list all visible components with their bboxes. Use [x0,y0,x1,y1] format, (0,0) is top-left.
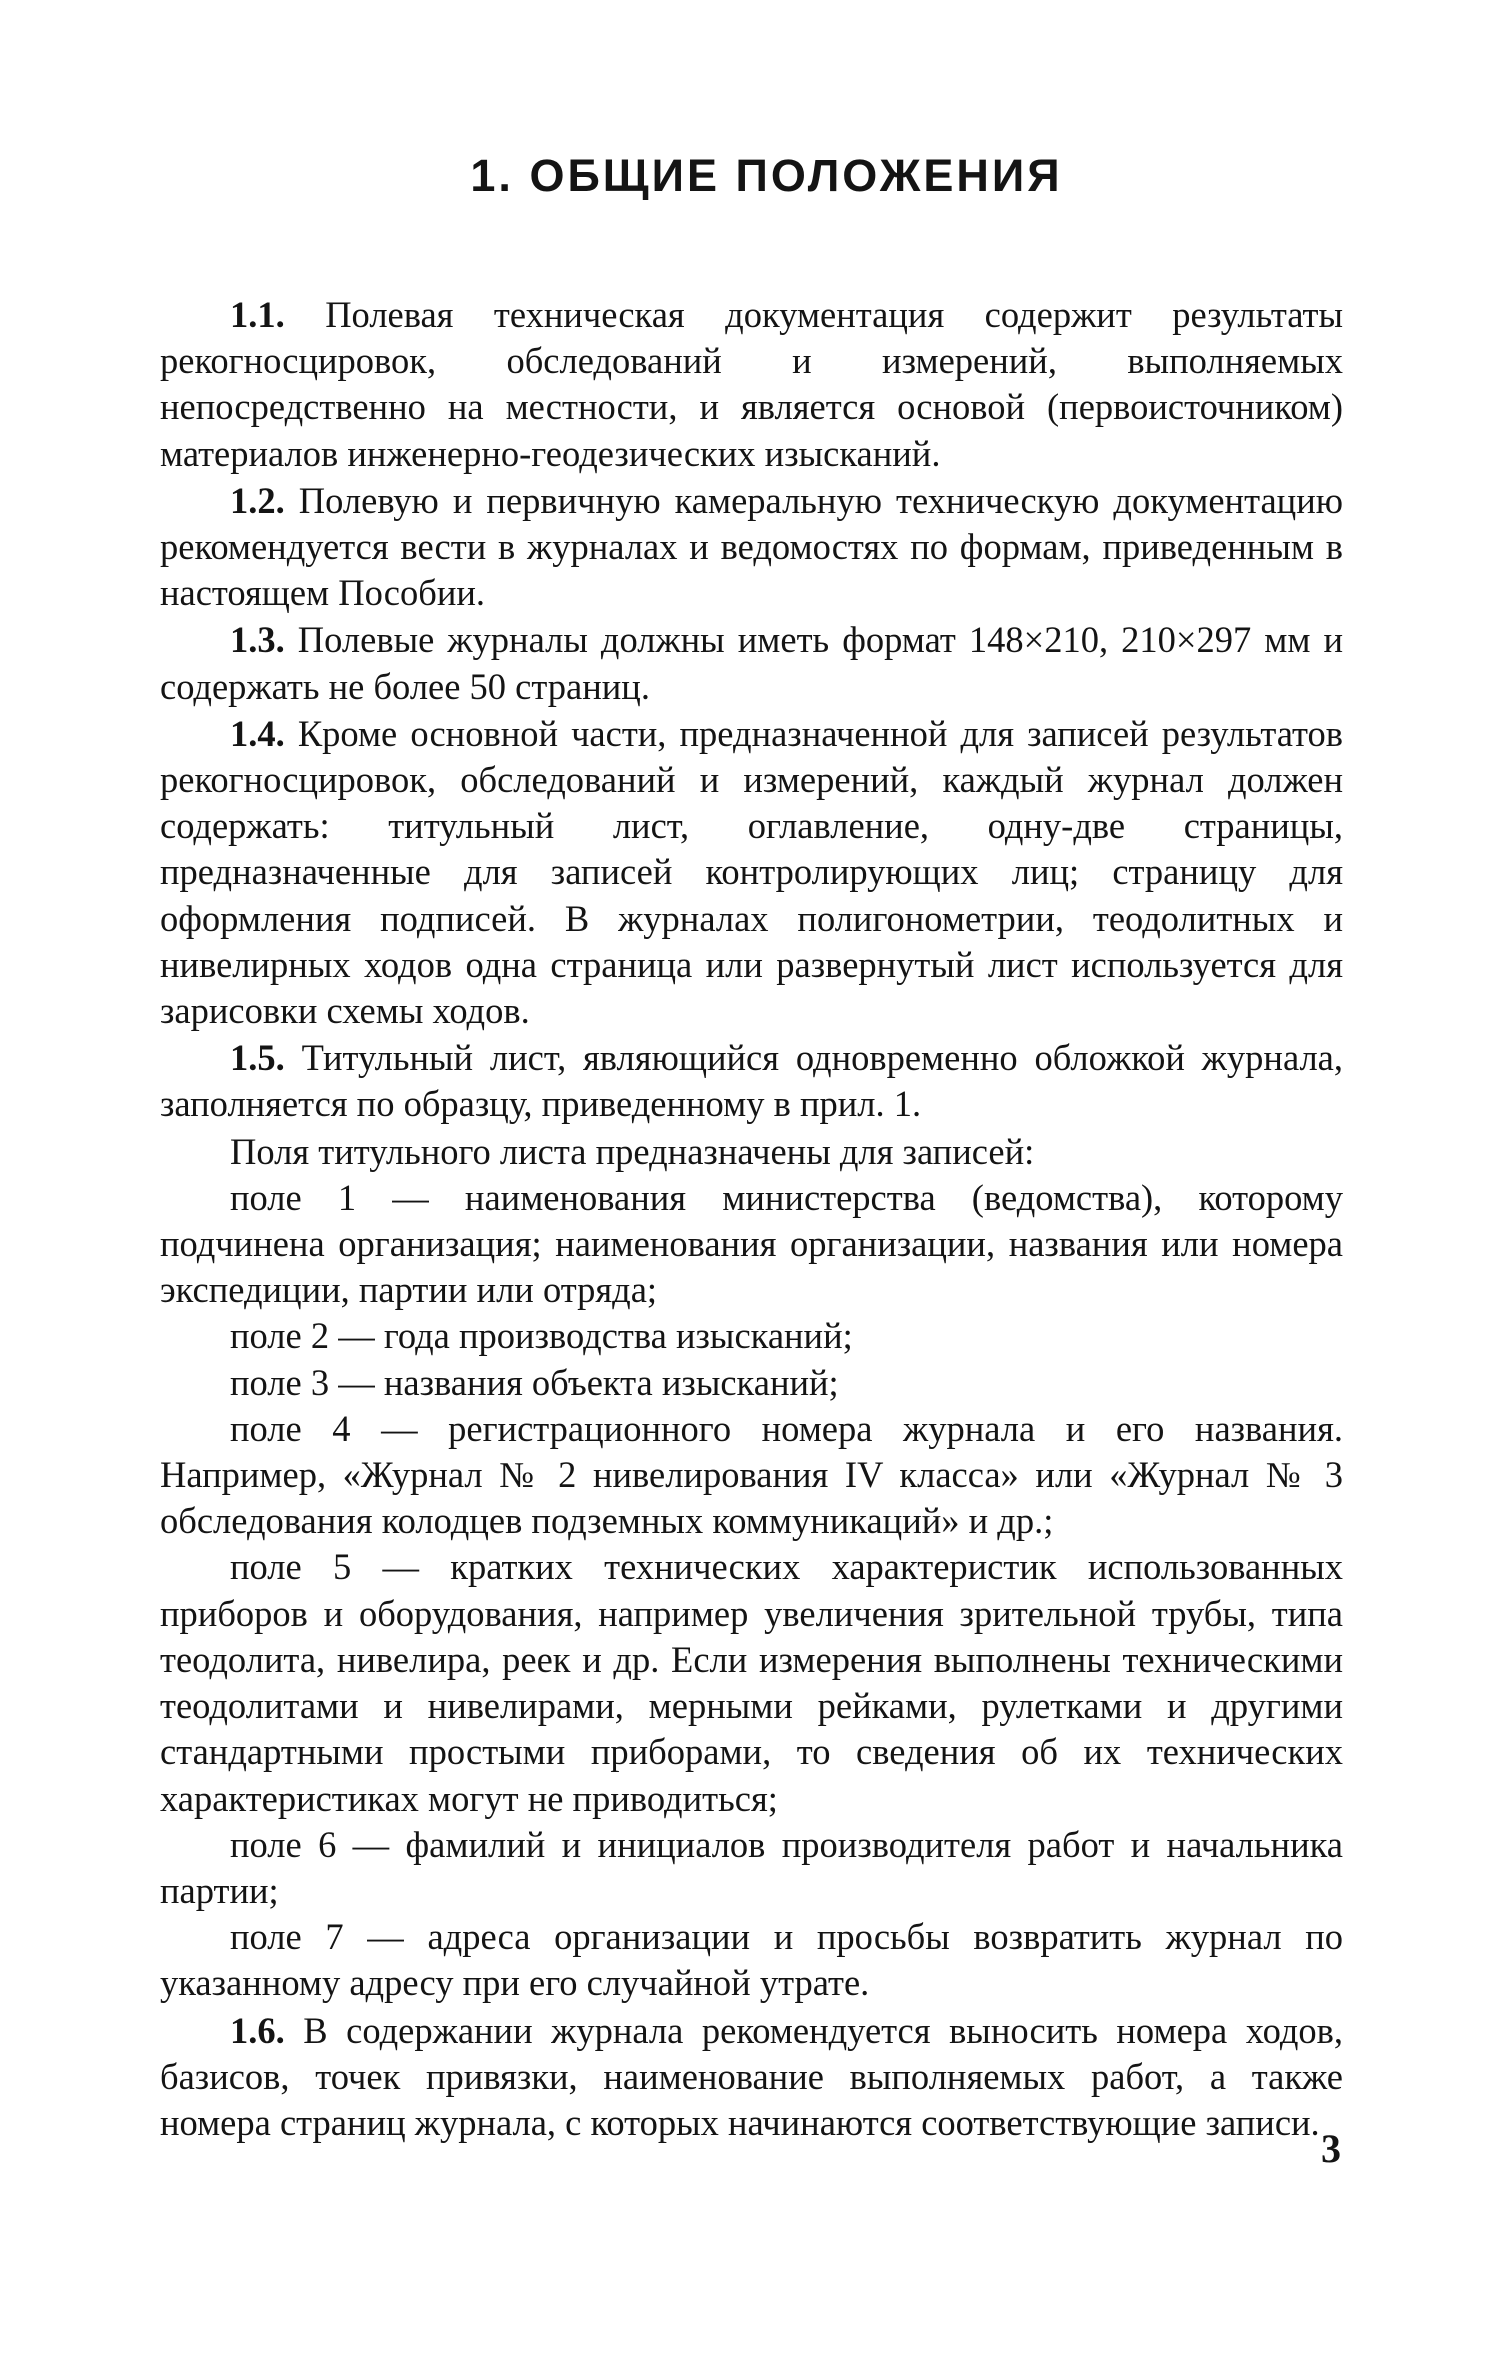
field-item-7 [160,1914,1343,2006]
field-item-4 [160,1406,1343,1545]
field-item-5 [160,1544,1343,1821]
body-text [160,292,1343,2146]
paragraph-number: 1.4. [230,712,285,754]
paragraph-text: Титульный лист, являющийся одновременно обложкой журнала, заполняется по образцу, приведенному в прил. 1. [160,1037,1343,1125]
paragraph-text: В содержании журнала рекомендуется выносить номера ходов, базисов, точек привязки, наименование выполняемых работ, а также номера страниц журнала, с которых начинаются соответствующие записи. [160,2009,1344,2143]
paragraph-text: поле 3 — названия объекта изысканий; [230,1361,839,1403]
paragraph-1-6 [160,2008,1343,2147]
fields-intro [160,1129,1343,1175]
paragraph-text: Кроме основной части, предназначенной для записей результатов рекогносцировок, обследований и измерений, каждый журнал должен содержать: титульный лист, оглавление, одну-две страницы, предназначенные для записей контролирующих лиц; страницу для оформления подписей. В журналах полигонометрии, теодолитных и нивелирных ходов одна страница или развернутый лист используется для зарисовки схемы ходов. [160,712,1344,1032]
field-item-1 [160,1175,1343,1314]
paragraph-1-4 [160,711,1343,1034]
paragraph-number: 1.1. [230,294,285,335]
paragraph-number: 1.6. [230,2009,285,2051]
paragraph-text: поле 1 — наименования министерства (ведомства), которому подчинена организация; наименования организации, названия или номера экспедиции, партии или отряда; [160,1176,1343,1311]
paragraph-text: Полевая техническая документация содержит результаты рекогносцировок, обследований и измерений, выполняемых непосредственно на местности, и является основой (первоисточником) материалов инженерно-геодезических изысканий. [160,294,1343,474]
paragraph-text: поле 6 — фамилий и инициалов производителя работ и начальника партии; [160,1823,1343,1911]
paragraph-text: поле 2 — года производства изысканий; [230,1315,853,1357]
paragraph-text: Полевую и первичную камеральную техническую документацию рекомендуется вести в журналах и ведомостях по формам, приведенным в настоящем Пособии. [160,479,1343,614]
paragraph-text: поле 4 — регистрационного номера журнала и его названия. Например, «Журнал № 2 нивелирования IV класса» или «Журнал № 3 обследования колодцев подземных коммуникаций» и др.; [160,1407,1343,1542]
paragraph-text: Полевые журналы должны иметь формат 148×210, 210×297 мм и содержать не более 50 страниц. [160,619,1344,707]
paragraph-1-5 [160,1035,1343,1127]
document-page [160,150,1343,2147]
paragraph-number: 1.2. [230,479,285,521]
paragraph-1-1 [160,292,1343,477]
paragraph-number: 1.3. [230,619,285,661]
paragraph-1-2 [160,478,1343,617]
field-item-2 [160,1313,1343,1359]
field-item-3 [160,1360,1343,1406]
paragraph-text: поле 7 — адреса организации и просьбы возвратить журнал по указанному адресу при его случайной утрате. [160,1916,1343,2004]
paragraph-text: поле 5 — кратких технических характеристик использованных приборов и оборудования, например увеличения зрительной трубы, типа теодолита, нивелира, реек и др. Если измерения выполнены техническими теодолитами и нивелирами, мерными рейками, рулетками и другими стандартными простыми приборами, то сведения об их технических характеристиках могут не приводиться; [160,1546,1343,1819]
section-title: 1. ОБЩИЕ ПОЛОЖЕНИЯ [470,150,1063,201]
page-number: 3 [1321,2126,1341,2171]
paragraph-text: Поля титульного листа предназначены для записей: [230,1130,1035,1172]
field-item-6 [160,1822,1343,1914]
paragraph-1-3 [160,617,1343,709]
paragraph-number: 1.5. [230,1037,285,1079]
